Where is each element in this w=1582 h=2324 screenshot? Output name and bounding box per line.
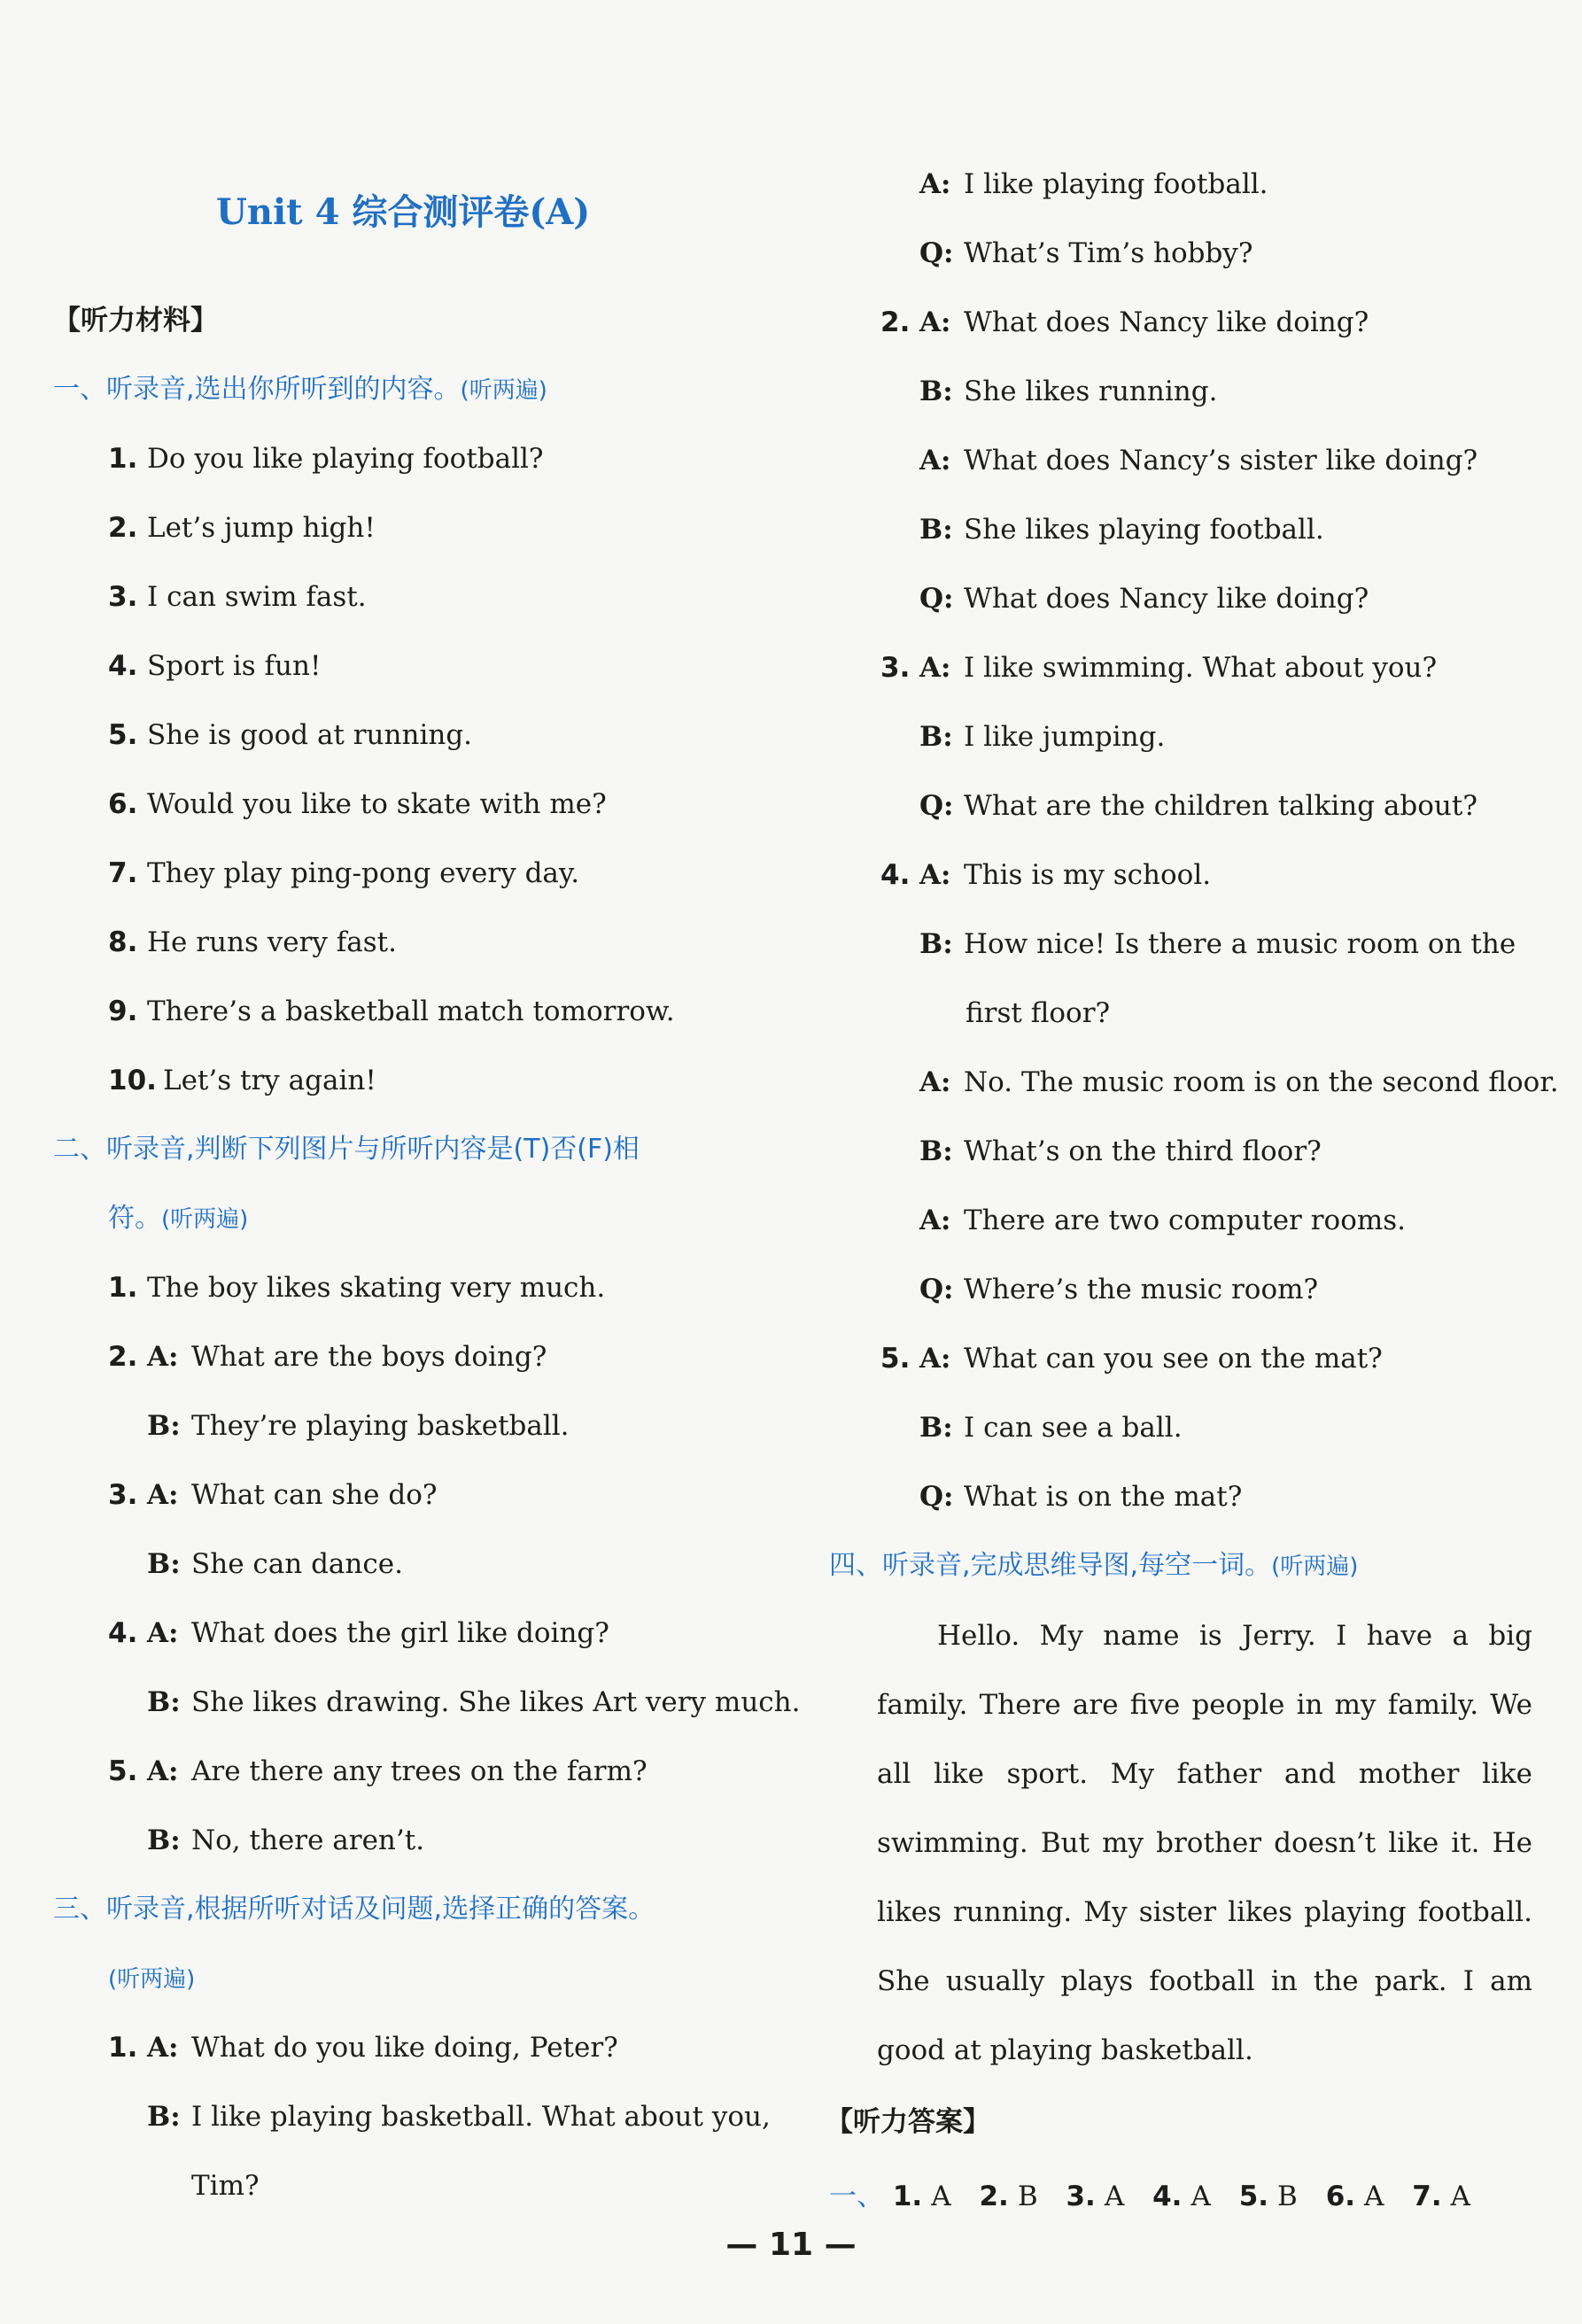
dialogue-line: B: No, there aren’t.: [147, 1824, 425, 1856]
dialogue-line: B: I like jumping.: [919, 721, 1166, 753]
answer-item: 7. A: [1412, 2181, 1471, 2212]
dialogue-line: A: What does Nancy’s sister like doing?: [919, 445, 1478, 476]
list-item: 6. Would you like to skate with me?: [108, 788, 607, 820]
answer-item: 6. A: [1325, 2181, 1384, 2212]
dialogue-line: B: I can see a ball.: [919, 1412, 1183, 1444]
listening-material-heading: 【听力材料】: [53, 305, 218, 337]
dialogue-line: 3. A: What can she do?: [108, 1479, 438, 1511]
page-title: Unit 4 综合测评卷(A): [216, 191, 591, 233]
list-item: 7. They play ping-pong every day.: [108, 857, 580, 889]
section-3-note: (听两遍): [108, 1966, 196, 1993]
dialogue-line: 5. A: What can you see on the mat?: [880, 1343, 1383, 1375]
section-2-heading-cont: 符。(听两遍): [108, 1203, 249, 1234]
section-1-heading: [53, 372, 547, 408]
dialogue-line: A: I like playing football.: [919, 168, 1268, 200]
list-item: 9. There’s a basketball match tomorrow.: [108, 995, 675, 1027]
dialogue-line: B: She likes running.: [919, 376, 1218, 407]
list-item: 1. Do you like playing football?: [108, 443, 544, 475]
section-4-heading: 四、听录音,完成思维导图,每空一词。(听两遍): [829, 1550, 1359, 1581]
answers-row: [829, 2173, 1490, 2213]
dialogue-line-cont: Tim?: [191, 2170, 260, 2202]
list-item: 8. He runs very fast.: [108, 926, 397, 958]
listening-passage: Hello. My name is Jerry. I have a big family. There are five people in my family. We all like sport. My father and mother like swimming. But my brother doesn’t like it. He likes running. My sister likes playing football. She usually plays football in the park. I am good at playing basketball.: [877, 1620, 1532, 2066]
dialogue-line: 1. A: What do you like doing, Peter?: [108, 2032, 618, 2064]
answers-lead: 一、: [829, 2181, 884, 2212]
dialogue-line: 4. A: This is my school.: [880, 859, 1212, 891]
dialogue-line: 5. A: Are there any trees on the farm?: [108, 1755, 648, 1787]
dialogue-line: B: How nice! Is there a music room on the: [919, 928, 1516, 960]
section-1-note: (听两遍): [460, 377, 547, 404]
dialogue-line: Q: What’s Tim’s hobby?: [919, 237, 1253, 269]
dialogue-line: Q: What is on the mat?: [919, 1481, 1243, 1513]
dialogue-line: A: No. The music room is on the second floor.: [919, 1066, 1559, 1098]
dialogue-line: 4. A: What does the girl like doing?: [108, 1617, 609, 1649]
dialogue-line: Q: Where’s the music room?: [919, 1274, 1319, 1305]
section-4-note: (听两遍): [1271, 1553, 1359, 1580]
section-1-label: 一、听录音,选出你所听到的内容。: [53, 374, 461, 405]
answer-item: 1. A: [892, 2181, 951, 2212]
answer-item: 3. A: [1066, 2181, 1125, 2212]
answer-item: 4. A: [1152, 2181, 1211, 2212]
section-2-note: (听两遍): [161, 1206, 249, 1233]
listening-answers-heading: 【听力答案】: [826, 2106, 990, 2138]
dialogue-line: B: They’re playing basketball.: [147, 1410, 570, 1442]
dialogue-line: Q: What are the children talking about?: [919, 790, 1477, 822]
dialogue-line: 2. A: What are the boys doing?: [108, 1341, 547, 1373]
dialogue-line: 3. A: I like swimming. What about you?: [880, 652, 1438, 684]
dialogue-line: B: She likes playing football.: [919, 514, 1324, 546]
dialogue-line: B: She likes drawing. She likes Art very much.: [147, 1686, 801, 1718]
list-item: 2. Let’s jump high!: [108, 512, 376, 544]
page-number: — 11 —: [725, 2227, 857, 2263]
section-3-heading: 三、听录音,根据所听对话及问题,选择正确的答案。: [53, 1894, 655, 1925]
section-2-heading: 二、听录音,判断下列图片与所听内容是(T)否(F)相: [53, 1134, 640, 1165]
list-item: 1. The boy likes skating very much.: [108, 1272, 606, 1304]
dialogue-line: B: She can dance.: [147, 1548, 403, 1580]
answer-item: 2. B: [979, 2181, 1038, 2212]
dialogue-line: A: There are two computer rooms.: [919, 1205, 1407, 1236]
list-item: 5. She is good at running.: [108, 719, 473, 751]
dialogue-line-cont: first floor?: [965, 997, 1111, 1029]
dialogue-line: Q: What does Nancy like doing?: [919, 583, 1369, 615]
dialogue-line: B: I like playing basketball. What about you,: [147, 2101, 771, 2133]
list-item: 10. Let’s try again!: [108, 1065, 376, 1096]
list-item: 3. I can swim fast.: [108, 581, 367, 613]
list-item: 4. Sport is fun!: [108, 650, 322, 682]
answer-item: 5. B: [1238, 2181, 1298, 2212]
dialogue-line: B: What’s on the third floor?: [919, 1135, 1322, 1167]
dialogue-line: 2. A: What does Nancy like doing?: [880, 306, 1369, 338]
